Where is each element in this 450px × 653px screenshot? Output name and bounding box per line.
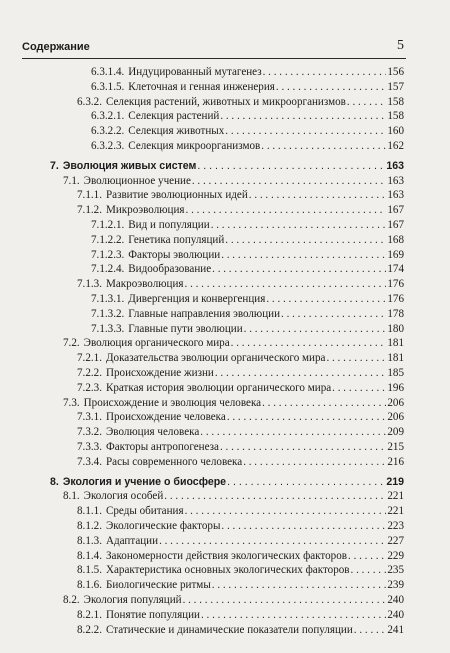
leader-dots xyxy=(211,219,387,232)
toc-entry-number: 7.1.3.3. xyxy=(91,322,125,335)
toc-entry-page: 156 xyxy=(387,66,404,78)
toc-entry-title: Адаптации xyxy=(105,534,159,547)
toc-entry-page: 162 xyxy=(387,140,404,152)
toc-entry-number: 8.1.3. xyxy=(77,534,102,547)
toc-entry-number: 6.3.1.5. xyxy=(91,80,125,93)
toc-entry-page: 209 xyxy=(387,426,404,439)
leader-dots xyxy=(244,323,387,336)
toc-entry-number: 7.1.2.4. xyxy=(91,263,125,276)
toc-entry xyxy=(91,125,404,138)
toc-entry xyxy=(77,624,404,637)
toc-entry-page: 240 xyxy=(387,594,404,606)
toc-entry-page: 163 xyxy=(387,189,404,202)
toc-entry-page: 239 xyxy=(387,579,404,592)
toc-entry-title: Доказательства эволюции органического мира xyxy=(105,352,326,365)
leader-dots xyxy=(261,140,386,153)
toc-entry-page: 167 xyxy=(387,204,404,217)
toc-entry-title: Главные пути эволюции xyxy=(128,322,243,335)
toc-entry-title: Эволюция человека xyxy=(105,426,200,439)
toc-entry-number: 6.3.2.1. xyxy=(91,110,125,123)
toc-entry-page: 163 xyxy=(386,159,404,172)
leader-dots xyxy=(220,441,386,454)
toc-entry-page: 223 xyxy=(387,520,404,532)
leader-dots xyxy=(185,278,387,291)
toc-entry-number: 7.1.3. xyxy=(77,278,102,291)
toc-entry xyxy=(77,520,404,533)
toc-entry-title: Макроэволюция xyxy=(105,278,184,291)
toc-entry-page: 180 xyxy=(387,322,404,335)
toc-entry-title: Экология и учение о биосфере xyxy=(62,475,227,488)
toc-entry-page: 229 xyxy=(387,549,404,562)
toc-entry-page: 176 xyxy=(387,293,404,305)
toc-entry-number: 8.1.5. xyxy=(77,564,102,577)
toc-entry xyxy=(77,609,404,622)
toc-entry-number: 7.2. xyxy=(63,337,80,350)
toc-entry-title: Понятие популяции xyxy=(105,608,200,621)
toc-entry-title: Микроэволюция xyxy=(105,204,185,217)
toc-entry-number: 8.2.1. xyxy=(77,608,102,621)
running-header xyxy=(22,38,406,59)
toc-entry-number: 7.3. xyxy=(63,396,80,409)
toc-chapter xyxy=(50,160,404,173)
toc-entry-page: 160 xyxy=(387,125,404,138)
toc-entry-page: 176 xyxy=(387,278,404,291)
toc-entry xyxy=(77,579,404,592)
leader-dots xyxy=(347,96,386,109)
toc-entry-page: 185 xyxy=(387,367,404,379)
leader-dots xyxy=(221,249,386,262)
toc-entry-page: 181 xyxy=(387,352,404,365)
toc-entry-number: 8.1.6. xyxy=(77,579,102,592)
toc-entry-number: 7.2.3. xyxy=(77,381,102,394)
page-number: 5 xyxy=(397,38,404,53)
leader-dots xyxy=(281,308,386,321)
toc-entry-title: Экология популяций xyxy=(83,594,182,606)
toc-entry-number: 6.3.2.2. xyxy=(91,125,125,138)
toc-entry xyxy=(91,263,404,276)
toc-entry xyxy=(91,140,404,153)
toc-entry-number: 7.2.1. xyxy=(77,352,102,365)
toc-entry xyxy=(63,397,404,410)
toc-entry-page: 174 xyxy=(387,263,404,276)
leader-dots xyxy=(263,66,387,79)
toc-entry-page: 163 xyxy=(387,174,404,187)
toc-entry-number: 7.3.4. xyxy=(77,455,102,468)
toc-entry-title: Среды обитания xyxy=(105,505,184,518)
leader-dots xyxy=(185,505,387,518)
leader-dots xyxy=(183,594,387,607)
header-title: Содержание xyxy=(22,41,90,53)
toc-entry-title: Главные направления эволюции xyxy=(128,307,281,320)
toc-entry-title: Эволюционное учение xyxy=(83,174,191,187)
toc-entry-title: Закономерности действия экологических факторов xyxy=(105,549,348,562)
leader-dots xyxy=(266,293,386,306)
leader-dots xyxy=(186,204,387,217)
toc-entry-number: 7.2.2. xyxy=(77,367,102,379)
toc-entry-page: 168 xyxy=(387,233,404,246)
toc-entry-page: 221 xyxy=(387,505,404,518)
leader-dots xyxy=(351,564,387,577)
toc-entry-page: 241 xyxy=(387,623,404,636)
toc-entry-title: Развитие эволюционных идей xyxy=(105,189,248,202)
toc-entry-title: Статические и динамические показатели популяции xyxy=(105,623,353,636)
toc-entry xyxy=(63,594,404,607)
toc-entry xyxy=(91,234,404,247)
toc-entry-title: Расы современного человека xyxy=(105,455,243,468)
toc-entry-page: 196 xyxy=(387,381,404,394)
toc-entry xyxy=(77,564,404,577)
toc-entry-page: 215 xyxy=(387,441,404,453)
toc-entry xyxy=(91,81,404,94)
toc-entry-page: 158 xyxy=(387,95,404,108)
toc-entry-number: 7.3.3. xyxy=(77,441,102,453)
toc-entry-number: 7. xyxy=(50,159,59,172)
leader-dots xyxy=(164,490,386,503)
toc-entry-title: Факторы эволюции xyxy=(128,248,221,261)
toc-entry-number: 7.1.2. xyxy=(77,204,102,217)
toc-entry-number: 6.3.2. xyxy=(77,95,102,108)
leader-dots xyxy=(215,367,387,380)
toc-entry xyxy=(77,352,404,365)
toc-entry-number: 7.1. xyxy=(63,174,80,187)
toc-entry xyxy=(77,96,404,109)
toc-entry-page: 219 xyxy=(386,475,404,488)
toc-entry xyxy=(77,550,404,563)
toc-entry-page: 178 xyxy=(387,307,404,320)
toc-entry-number: 7.1.1. xyxy=(77,189,102,202)
leader-dots xyxy=(197,160,385,173)
leader-dots xyxy=(212,579,387,592)
toc-entry-page: 206 xyxy=(387,396,404,409)
toc-entry xyxy=(77,426,404,439)
toc-entry-page: 221 xyxy=(387,490,404,503)
leader-dots xyxy=(192,175,386,188)
toc-entry-title: Биологические ритмы xyxy=(105,579,211,592)
toc-entry-title: Селекция микроорганизмов xyxy=(128,140,261,152)
toc-entry-title: Генетика популяций xyxy=(128,233,225,246)
toc-entry-title: Экология особей xyxy=(83,490,164,503)
leader-dots xyxy=(276,81,386,94)
toc-entry-number: 8.1.4. xyxy=(77,549,102,562)
toc-entry-title: Происхождение и эволюция человека xyxy=(83,396,262,409)
toc-entry-title: Селекция растений, животных и микроорганизмов xyxy=(105,95,346,108)
toc-entry xyxy=(77,505,404,518)
toc-entry xyxy=(91,110,404,123)
toc-entry-number: 8.2.2. xyxy=(77,623,102,636)
toc-entry-page: 169 xyxy=(387,248,404,261)
leader-dots xyxy=(200,426,386,439)
toc-entry-number: 7.3.2. xyxy=(77,426,102,439)
toc-entry-title: Клеточная и генная инженерия xyxy=(128,80,275,93)
toc-entry-number: 6.3.2.3. xyxy=(91,140,125,152)
toc-entry-number: 7.1.3.2. xyxy=(91,307,125,320)
toc-entry-number: 8.1.1. xyxy=(77,505,102,518)
toc-entry xyxy=(77,411,404,424)
toc-entry-page: 167 xyxy=(387,219,404,231)
toc-entry-page: 235 xyxy=(387,564,404,577)
toc-entry xyxy=(77,278,404,291)
leader-dots xyxy=(262,397,386,410)
toc-entry-page: 157 xyxy=(387,80,404,93)
toc-entry-title: Происхождение человека xyxy=(105,411,226,424)
toc-entry-number: 6.3.1.4. xyxy=(91,66,125,78)
toc-entry-title: Факторы антропогенеза xyxy=(105,441,219,453)
toc-entry xyxy=(63,175,404,188)
toc-entry-page: 227 xyxy=(387,534,404,547)
leader-dots xyxy=(212,263,386,276)
toc-entry-title: Экологические факторы xyxy=(105,520,221,532)
toc-entry-number: 8. xyxy=(50,475,59,488)
toc-entry xyxy=(91,219,404,232)
toc-entry-page: 216 xyxy=(387,455,404,468)
toc-entry xyxy=(77,456,404,469)
toc-entry-number: 7.1.2.1. xyxy=(91,219,125,231)
toc-entry xyxy=(91,293,404,306)
toc-entry-title: Селекция растений xyxy=(128,110,220,123)
toc-entry-title: Видообразование xyxy=(128,263,212,276)
leader-dots xyxy=(348,550,386,563)
toc-entry-number: 7.3.1. xyxy=(77,411,102,424)
leader-dots xyxy=(220,110,386,123)
leader-dots xyxy=(332,382,386,395)
leader-dots xyxy=(159,535,386,548)
leader-dots xyxy=(326,352,386,365)
toc-entry xyxy=(77,535,404,548)
leader-dots xyxy=(243,456,386,469)
toc-entry xyxy=(77,189,404,202)
leader-dots xyxy=(225,125,386,138)
leader-dots xyxy=(227,476,385,489)
leader-dots xyxy=(201,609,386,622)
toc-entry xyxy=(91,323,404,336)
toc-entry-number: 7.1.3.1. xyxy=(91,293,125,305)
toc-entry xyxy=(63,337,404,350)
toc-entry-title: Происхождение жизни xyxy=(105,367,214,379)
toc-entry-number: 8.2. xyxy=(63,594,80,606)
toc-entry-number: 8.1.2. xyxy=(77,520,102,532)
toc-entry xyxy=(77,367,404,380)
leader-dots xyxy=(354,624,387,637)
toc-entry-page: 240 xyxy=(387,608,404,621)
toc-entry-title: Эволюция органического мира xyxy=(83,337,230,350)
toc-entry-page: 158 xyxy=(387,110,404,123)
toc-entry xyxy=(77,382,404,395)
toc-entry-number: 8.1. xyxy=(63,490,80,503)
toc-entry xyxy=(77,204,404,217)
toc-entry-title: Характеристика основных экологических факторов xyxy=(105,564,350,577)
toc-entry-number: 7.1.2.2. xyxy=(91,233,125,246)
toc-entry xyxy=(91,249,404,262)
leader-dots xyxy=(225,234,386,247)
toc-entry-title: Индуцированный мутагенез xyxy=(128,66,262,78)
leader-dots xyxy=(221,520,386,533)
toc-entry-page: 206 xyxy=(387,411,404,424)
leader-dots xyxy=(249,189,387,202)
toc-entry-title: Селекция животных xyxy=(128,125,225,138)
leader-dots xyxy=(231,337,387,350)
toc-entry-title: Вид и популяции xyxy=(128,219,210,231)
toc-entry xyxy=(77,441,404,454)
toc-entry xyxy=(91,308,404,321)
toc-entry-title: Краткая история эволюции органического мира xyxy=(105,381,332,394)
leader-dots xyxy=(227,411,387,424)
toc-chapter xyxy=(50,476,404,489)
toc-entry-title: Дивергенция и конвергенция xyxy=(128,293,266,305)
toc-entry xyxy=(63,490,404,503)
toc-entry-number: 7.1.2.3. xyxy=(91,248,125,261)
toc-entry-page: 181 xyxy=(387,337,404,350)
toc-entry xyxy=(91,66,404,79)
toc-entry-title: Эволюция живых систем xyxy=(62,159,197,172)
